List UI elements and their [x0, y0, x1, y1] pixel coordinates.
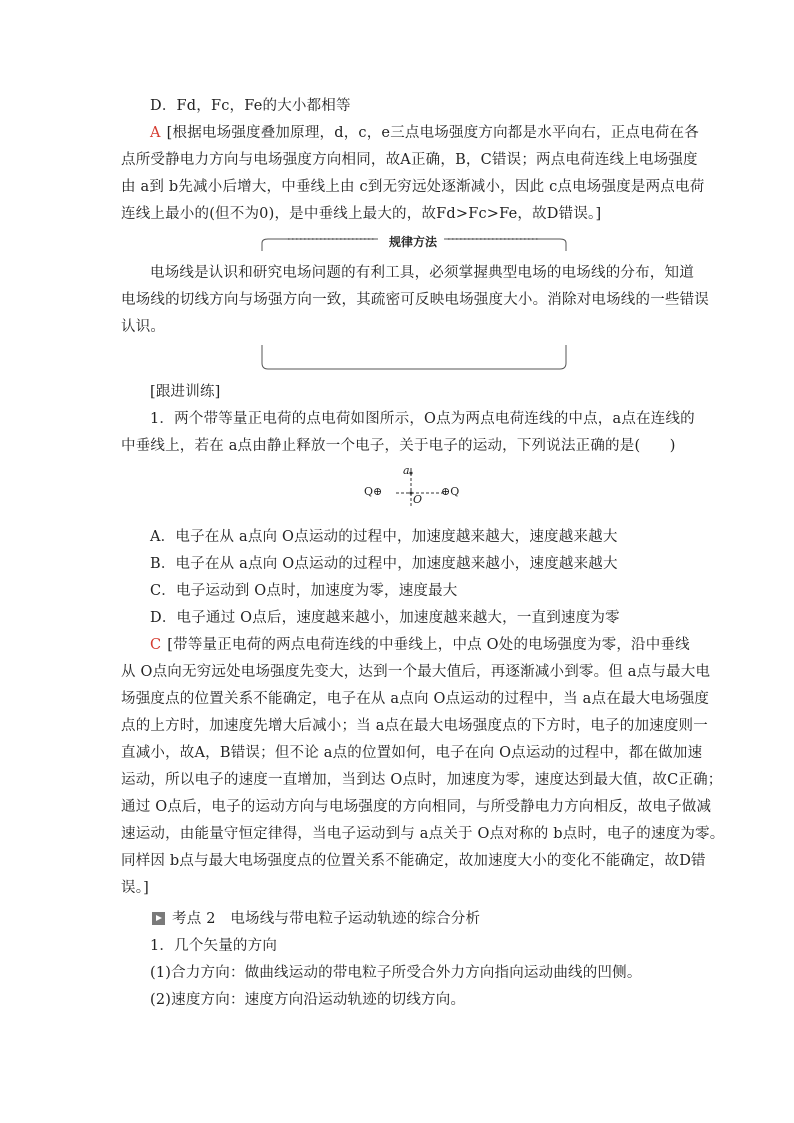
- question-stem-1: 1．两个带等量正电荷的点电荷如图所示，O点为两点电荷连线的中点，a点在连线的: [150, 411, 695, 427]
- kaodian-item-2: (1)合力方向：做曲线运动的带电粒子所受合外力方向指向运动曲线的凹侧。: [150, 965, 642, 981]
- answer-line-7: 通过 O点后，电子的运动方向与电场强度的方向相同，与所受静电力方向相反，故电子做减: [121, 799, 712, 815]
- answer-line-1: C [带等量正电荷的两点电荷连线的中垂线上，中点 O处的电场强度为零，沿中垂线: [150, 637, 690, 653]
- option-d: D．电子通过 O点后，速度越来越小，加速度越来越大，一直到速度为零: [150, 610, 620, 626]
- method-line-3: 认识。: [121, 319, 166, 335]
- kaodian-item-3: (2)速度方向：速度方向沿运动轨迹的切线方向。: [150, 992, 466, 1008]
- answer-line-8: 速运动，由能量守恒定律得，当电子运动到与 a点关于 O点对称的 b点时，电子的速度为零。: [121, 826, 725, 842]
- prev-answer-line-2: 点所受静电力方向与电场强度方向相同，故A正确，B，C错误；两点电荷连线上电场强度: [121, 152, 698, 168]
- answer-line-10: 误。]: [121, 880, 150, 896]
- answer-line-3: 场强度点的位置关系不能确定，电子在从 a点向 O点运动的过程中，当 a点在最大电场强度: [121, 691, 710, 707]
- prev-answer-letter: A: [150, 125, 161, 141]
- answer-line-6: 运动，所以电子的速度一直增加，当到达 O点时，加速度为零，速度达到最大值，故C正确；: [121, 772, 723, 788]
- point-a-dot: [409, 471, 412, 474]
- answer-line-4: 点的上方时，加速度先增大后减小；当 a点在最大电场强度点的下方时，电子的加速度则一: [121, 718, 708, 734]
- figure-label-a: a: [403, 464, 410, 477]
- practice-label: [跟进训练]: [150, 384, 221, 400]
- prev-answer-line-4: 连线上最小的(但不为0)，是中垂线上最大的，故Fd>Fc>Fe，故D错误。]: [121, 206, 602, 222]
- answer-line-9: 同样因 b点与最大电场强度点的位置关系不能确定，故加速度大小的变化不能确定，故D错: [121, 853, 706, 869]
- option-a: A．电子在从 a点向 O点运动的过程中，加速度越来越大，速度越来越大: [150, 529, 618, 545]
- method-line-2: 电场线的切线方向与场强方向一致，其疏密可反映电场强度大小。消除对电场线的一些错误: [121, 292, 709, 308]
- method-line-1: 电场线是认识和研究电场问题的有利工具，必须掌握典型电场的电场线的分布，知道: [150, 265, 694, 281]
- figure-label-o: O: [413, 493, 423, 506]
- answer-letter: C: [150, 637, 162, 653]
- option-c: C．电子运动到 O点时，加速度为零，速度最大: [150, 583, 458, 599]
- figure-label-q-right: ⊕Q: [441, 485, 460, 498]
- question-stem-2: 中垂线上，若在 a点由静止释放一个电子，关于电子的运动，下列说法正确的是( ): [121, 438, 676, 454]
- prev-option-d: D．Fd，Fc，Fe的大小都相等: [150, 98, 351, 114]
- answer-line-2: 从 O点向无穷远处电场强度先变大，达到一个最大值后，再逐渐减小到零。但 a点与最大电: [121, 664, 711, 680]
- prev-answer-line-1: A [根据电场强度叠加原理，d，c，e三点电场强度方向都是水平向右，正点电荷在各: [150, 125, 699, 141]
- section-play-icon: [152, 912, 165, 925]
- method-title: 规律方法: [386, 233, 440, 250]
- prev-answer-line-3: 由 a到 b先减小后增大，中垂线上由 c到无穷远处逐渐减小，因此 c点电场强度是两点电荷: [121, 179, 705, 195]
- answer-line-5: 直减小，故A，B错误；但不论 a点的位置如何，电子在向 O点运动的过程中，都在做加速: [121, 745, 703, 761]
- figure-label-q-left: Q⊕: [364, 485, 383, 498]
- option-b: B．电子在从 a点向 O点运动的过程中，加速度越来越小，速度越来越大: [150, 556, 618, 572]
- kaodian-title: 考点 2 电场线与带电粒子运动轨迹的综合分析: [172, 911, 481, 927]
- kaodian-item-1: 1．几个矢量的方向: [150, 938, 278, 954]
